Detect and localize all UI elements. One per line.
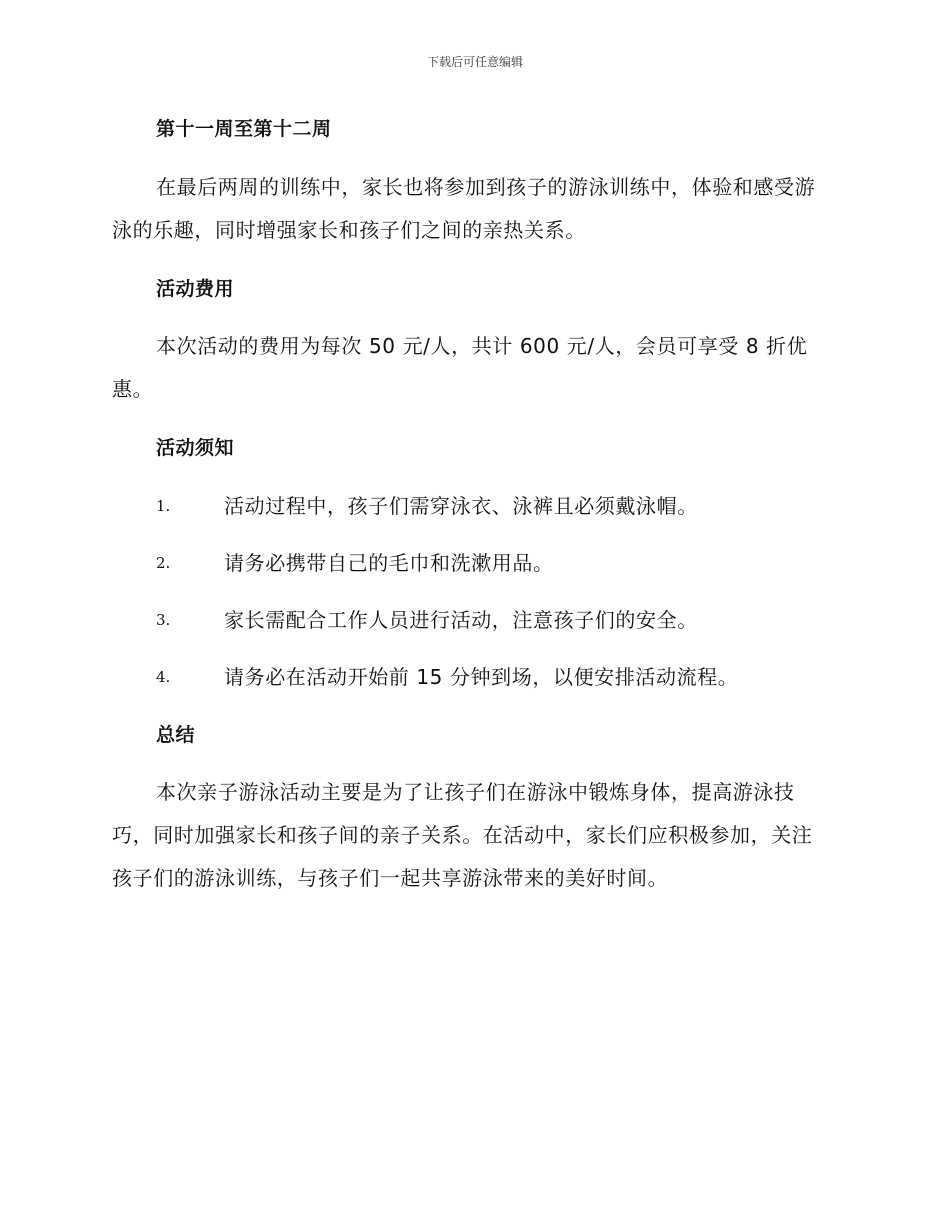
section-body-summary: 本次亲子游泳活动主要是为了让孩子们在游泳中锻炼身体，提高游泳技巧，同时加强家长和孩子间的亲子关系。在活动中，家长们应积极参加，关注孩子们的游泳训练，与孩子们一起共享游泳带来的美好时间。 (112, 780, 813, 890)
list-item (156, 662, 836, 692)
header-note: 下载后可任意编辑 (426, 55, 523, 69)
list-item (156, 548, 836, 578)
section-title-weeks: 第十一周至第十二周 (156, 118, 332, 140)
list-item-text: 请务必在活动开始前 15 分钟到场，以便安排活动流程。 (224, 665, 739, 689)
list-item-number: 2. (156, 554, 171, 572)
list-item (156, 491, 836, 521)
section-title-fees: 活动费用 (156, 278, 235, 300)
section-body-weeks: 在最后两周的训练中，家长也将参加到孩子的游泳训练中，体验和感受游泳的乐趣，同时增强家长和孩子们之间的亲热关系。 (112, 175, 816, 242)
list-item-text: 请务必携带自己的毛巾和洗漱用品。 (224, 551, 554, 575)
list-item-number: 4. (156, 668, 171, 686)
list-item-text: 活动过程中，孩子们需穿泳衣、泳裤且必须戴泳帽。 (224, 494, 698, 518)
list-item-text: 家长需配合工作人员进行活动，注意孩子们的安全。 (224, 608, 698, 632)
section-body-fees: 本次活动的费用为每次 50 元/人，共计 600 元/人，会员可享受 8 折优惠。 (112, 334, 808, 401)
list-item-number: 3. (156, 611, 171, 629)
section-title-notice: 活动须知 (156, 437, 235, 459)
list-item-number: 1. (156, 497, 171, 515)
section-title-summary: 总结 (156, 724, 196, 746)
list-item (156, 605, 836, 635)
